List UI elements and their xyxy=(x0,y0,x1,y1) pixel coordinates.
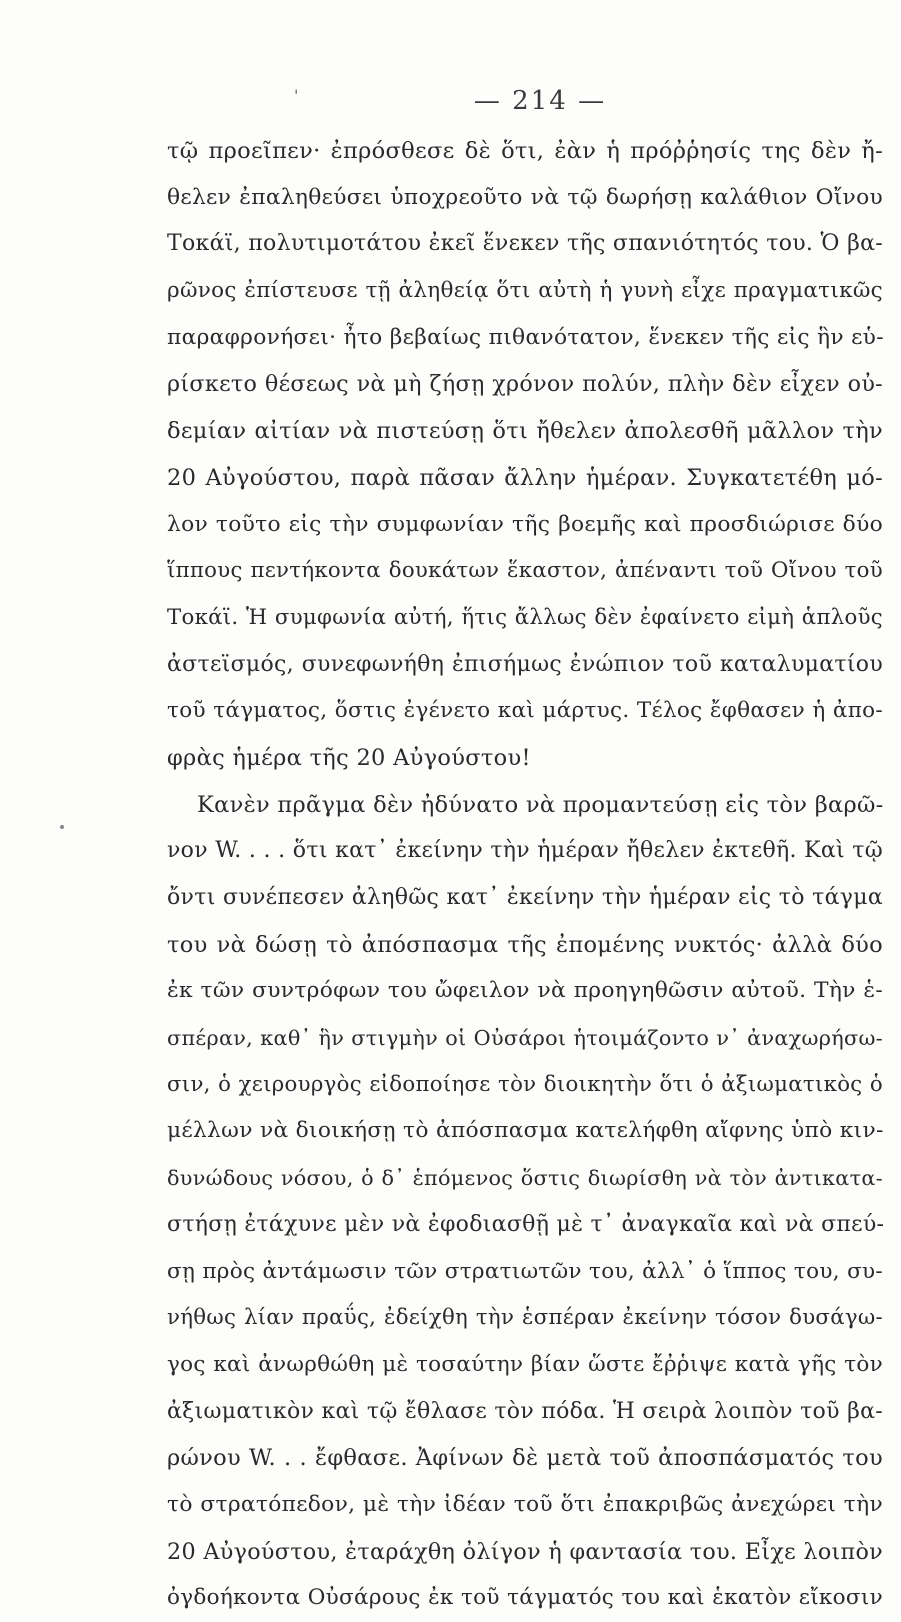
text-line: νήθως λίαν πραΰς, ἐδείχθη τὴν ἑσπέραν ἐκείνην τόσον δυσάγω- xyxy=(167,1305,883,1331)
text-line: δυνώδους νόσου, ὁ δ᾽ ἑπόμενος ὅστις διωρίσθη νὰ τὸν ἀντικατα- xyxy=(167,1166,883,1191)
text-line: παραφρονήσει· ἦτο βεβαίως πιθανότατον, ἕνεκεν τῆς εἰς ἣν εὑ- xyxy=(167,324,884,350)
stray-mark: ' xyxy=(294,86,299,105)
text-line: τῷ προεῖπεν· ἐπρόσθεσε δὲ ὅτι, ἐὰν ἡ πρόῤῥησίς της δὲν ἤ- xyxy=(167,138,883,164)
text-line: λον τοῦτο εἰς τὴν συμφωνίαν τῆς βοεμῆς καὶ προσδιώρισε δύο xyxy=(167,511,883,537)
text-line: ρῶνος ἐπίστευσε τῇ ἀληθείᾳ ὅτι αὐτὴ ἡ γυνὴ εἶχε πραγματικῶς xyxy=(167,278,883,304)
text-line: γος καὶ ἀνωρθώθη μὲ τοσαύτην βίαν ὥστε ἔῤῥιψε κατὰ γῆς τὸν xyxy=(167,1351,883,1377)
text-line: ἀστεϊσμός, συνεφωνήθη ἐπισήμως ἐνώπιον τοῦ καταλυματίου xyxy=(167,651,883,677)
text-line: θελεν ἐπαληθεύσει ὑποχρεοῦτο νὰ τῷ δωρήσῃ καλάθιον Οἴνου xyxy=(167,184,883,210)
text-line: ἀξιωματικὸν καὶ τῷ ἔθλασε τὸν πόδα. Ἡ σειρὰ λοιπὸν τοῦ βα- xyxy=(167,1398,883,1424)
text-line: ἐκ τῶν συντρόφων του ὤφειλον νὰ προηγηθῶσιν αὐτοῦ. Τὴν ἑ- xyxy=(167,978,883,1004)
text-line: ὀγδοήκοντα Οὐσάρους ἐκ τοῦ τάγματός του καὶ ἑκατὸν εἴκοσιν xyxy=(167,1585,883,1611)
text-line: ρίσκετο θέσεως νὰ μὴ ζήσῃ χρόνον πολύν, πλὴν δὲν εἶχεν οὐ- xyxy=(167,371,883,398)
text-line: δεμίαν αἰτίαν νὰ πιστεύσῃ ὅτι ἤθελεν ἀπολεσθῆ μᾶλλον τὴν xyxy=(167,418,883,445)
text-line: ὄντι συνέπεσεν ἀληθῶς κατ᾽ ἐκείνην τὴν ἡμέραν εἰς τὸ τάγμα xyxy=(167,885,883,910)
text-line: ἵππους πεντήκοντα δουκάτων ἕκαστον, ἀπέναντι τοῦ Οἴνου τοῦ xyxy=(167,558,883,584)
text-line: Τοκάϊ, πολυτιμοτάτου ἐκεῖ ἕνεκεν τῆς σπανιότητός του. Ὁ βα- xyxy=(167,231,883,257)
margin-speck xyxy=(60,825,64,829)
text-line: Κανὲν πρᾶγμα δὲν ἠδύνατο νὰ προμαντεύσῃ εἰς τὸν βαρῶ- xyxy=(197,791,884,818)
text-line: σιν, ὁ χειρουργὸς εἰδοποίησε τὸν διοικητὴν ὅτι ὁ ἀξιωματικὸς ὁ xyxy=(167,1071,883,1097)
text-line: φρὰς ἡμέρα τῆς 20 Αὐγούστου! xyxy=(167,744,531,771)
text-line: σῃ πρὸς ἀντάμωσιν τῶν στρατιωτῶν του, ἀλλ᾽ ὁ ἵππος του, συ- xyxy=(167,1258,883,1284)
text-line: Τοκάϊ. Ἡ συμφωνία αὐτή, ἥτις ἄλλως δὲν ἐφαίνετο εἰμὴ ἁπλοῦς xyxy=(167,604,883,630)
text-line: 20 Αὐγούστου, ἐταράχθη ὀλίγον ἡ φαντασία του. Εἶχε λοιπὸν xyxy=(167,1538,883,1565)
body-text xyxy=(167,128,883,1622)
text-line: του νὰ δώσῃ τὸ ἀπόσπασμα τῆς ἐπομένης νυκτός· ἀλλὰ δύο xyxy=(167,931,883,958)
page-number: — 214 — xyxy=(473,86,607,116)
text-line: 20 Αὐγούστου, παρὰ πᾶσαν ἄλλην ἡμέραν. Συγκατετέθη μό- xyxy=(167,464,883,491)
text-line: σπέραν, καθ᾽ ἣν στιγμὴν οἱ Οὐσάροι ἡτοιμάζοντο ν᾽ ἀναχωρήσω- xyxy=(167,1026,883,1051)
text-line: τοῦ τάγματος, ὅστις ἐγένετο καὶ μάρτυς. Τέλος ἔφθασεν ἡ ἀπο- xyxy=(167,698,883,724)
text-line: νον W. . . . ὅτι κατ᾽ ἐκείνην τὴν ἡμέραν ἤθελεν ἐκτεθῆ. Καὶ τῷ xyxy=(167,838,883,864)
text-line: τὸ στρατόπεδον, μὲ τὴν ἰδέαν τοῦ ὅτι ἐπακριβῶς ἀνεχώρει τὴν xyxy=(167,1491,883,1517)
text-line: στήσῃ ἐτάχυνε μὲν νὰ ἐφοδιασθῇ μὲ τ᾽ ἀναγκαῖα καὶ νὰ σπεύ- xyxy=(167,1211,885,1237)
text-line: μέλλων νὰ διοικήσῃ τὸ ἀπόσπασμα κατελήφθη αἴφνης ὑπὸ κιν- xyxy=(167,1118,884,1144)
text-line: ρώνου W. . . ἔφθασε. Ἀφίνων δὲ μετὰ τοῦ ἀποσπάσματός του xyxy=(167,1445,883,1472)
